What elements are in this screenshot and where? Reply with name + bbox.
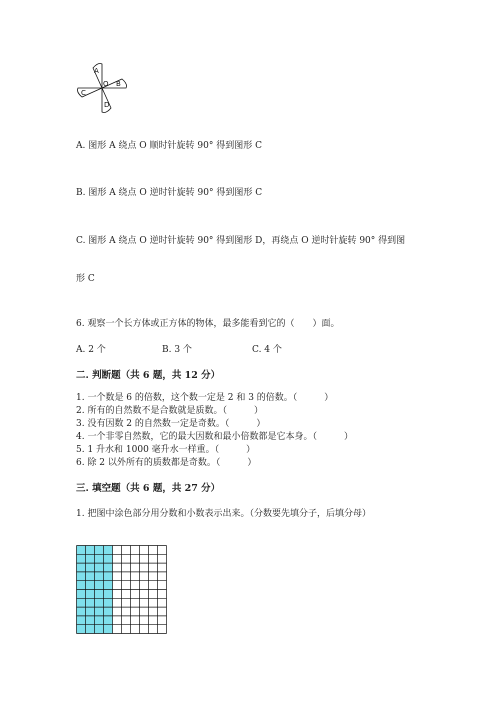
tf-item-3: 3. 没有因数 2 的自然数一定是奇数。（ ）	[76, 419, 266, 429]
label-c: C	[81, 89, 86, 97]
label-a: A	[94, 67, 99, 75]
section-3-title: 三. 填空题（共 6 题，共 27 分）	[76, 483, 221, 494]
section-2-title: 二. 判断题（共 6 题，共 12 分）	[76, 370, 221, 381]
tf-item-2: 2. 所有的自然数不是合数就是质数。（ ）	[76, 406, 263, 416]
option-b: B. 图形 A 绕点 O 逆时针旋转 90° 得到图形 C	[76, 188, 263, 198]
label-o: O	[103, 80, 109, 88]
question-6: 6. 观察一个长方体或正方体的物体，最多能看到它的（ ）面。	[76, 319, 340, 329]
option-a: A. 图形 A 绕点 O 顺时针旋转 90° 得到图形 C	[76, 141, 262, 151]
tf-item-4: 4. 一个非零自然数，它的最大因数和最小倍数都是它本身。（ ）	[76, 432, 353, 442]
option-c-line2: 形 C	[76, 274, 95, 284]
label-b: B	[116, 80, 121, 88]
pinwheel-figure	[74, 60, 130, 116]
q6-choice-a: A. 2 个	[76, 345, 106, 355]
tf-item-6: 6. 除 2 以外所有的质数都是奇数。（ ）	[76, 458, 257, 468]
q6-choice-c: C. 4 个	[252, 345, 282, 355]
fill-question-1: 1. 把图中涂色部分用分数和小数表示出来。（分数要先填分子，后填分母）	[76, 509, 371, 519]
option-c-line1: C. 图形 A 绕点 O 逆时针旋转 90° 得到图形 D，再绕点 O 逆时针旋转 90° 得到图	[76, 236, 406, 246]
label-d: D	[104, 101, 110, 109]
tf-item-5: 5. 1 升水和 1000 毫升水一样重。（ ）	[76, 445, 256, 455]
hundred-square-grid	[76, 545, 167, 634]
tf-item-1: 1. 一个数是 6 的倍数，这个数一定是 2 和 3 的倍数。（ ）	[76, 393, 334, 403]
q6-choice-b: B. 3 个	[162, 345, 192, 355]
